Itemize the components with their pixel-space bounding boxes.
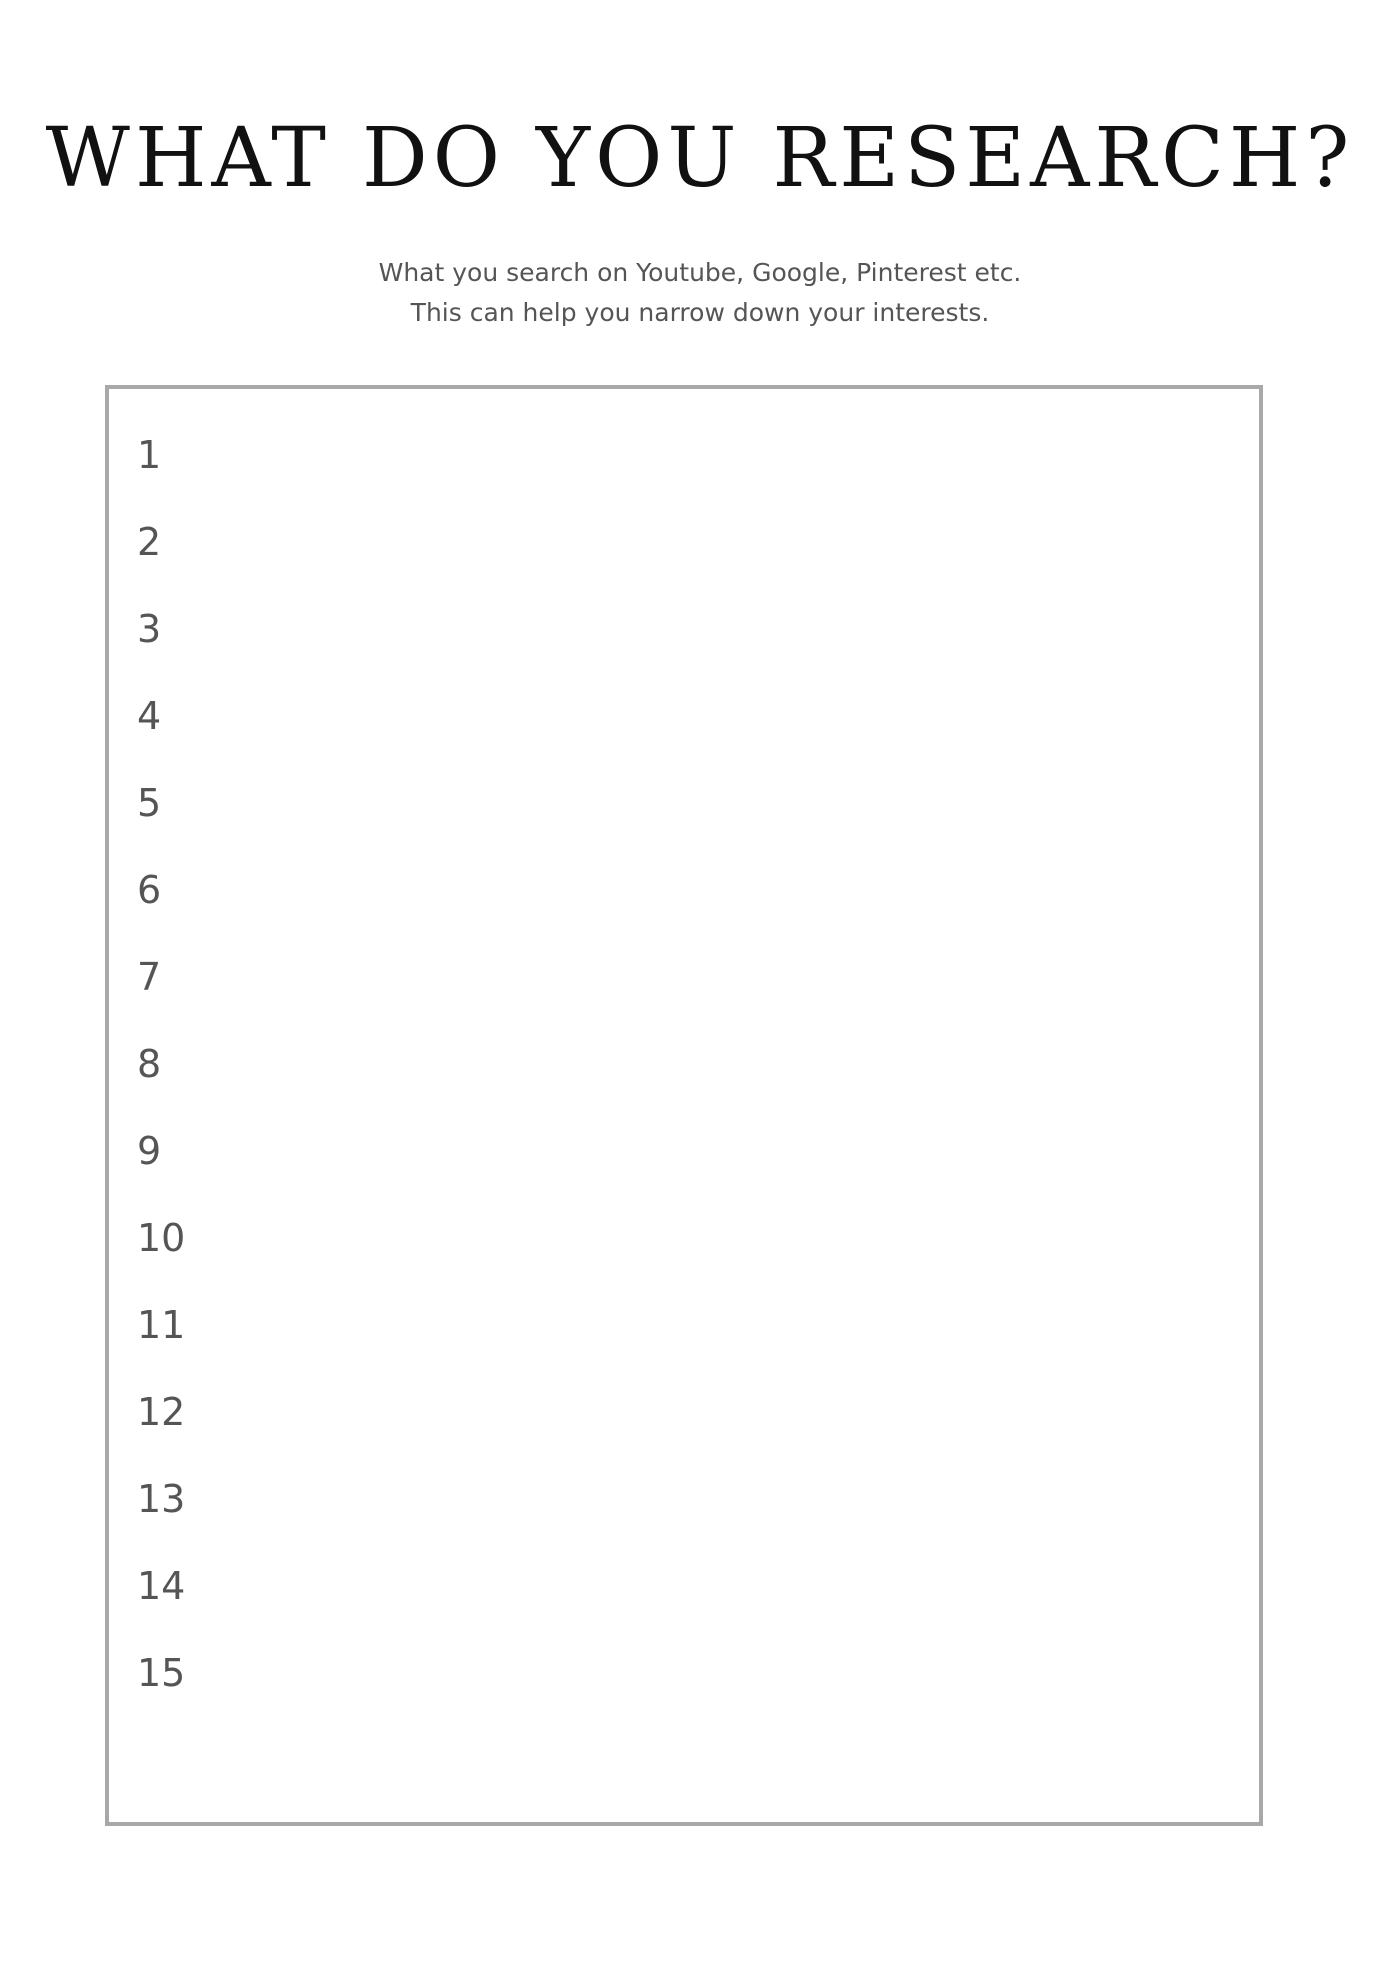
page-title: WHAT DO YOU RESEARCH? <box>45 111 1355 206</box>
list-number: 9 <box>137 1129 162 1173</box>
list-number: 15 <box>137 1651 186 1695</box>
list-number: 7 <box>137 955 162 999</box>
list-number: 2 <box>137 520 162 564</box>
list-number: 3 <box>137 607 162 651</box>
description-line-2: This can help you narrow down your interests. <box>410 298 990 327</box>
list-number: 12 <box>137 1390 186 1434</box>
list-number: 1 <box>137 433 162 477</box>
list-number: 11 <box>137 1303 186 1347</box>
answer-box <box>105 385 1263 1826</box>
list-number: 8 <box>137 1042 162 1086</box>
list-number: 6 <box>137 868 162 912</box>
page-description <box>0 253 1400 333</box>
list-number: 10 <box>137 1216 186 1260</box>
list-number: 5 <box>137 781 162 825</box>
list-number: 13 <box>137 1477 186 1521</box>
list-number: 4 <box>137 694 162 738</box>
description-line-1: What you search on Youtube, Google, Pinterest etc. <box>378 258 1022 287</box>
list-number: 14 <box>137 1564 186 1608</box>
